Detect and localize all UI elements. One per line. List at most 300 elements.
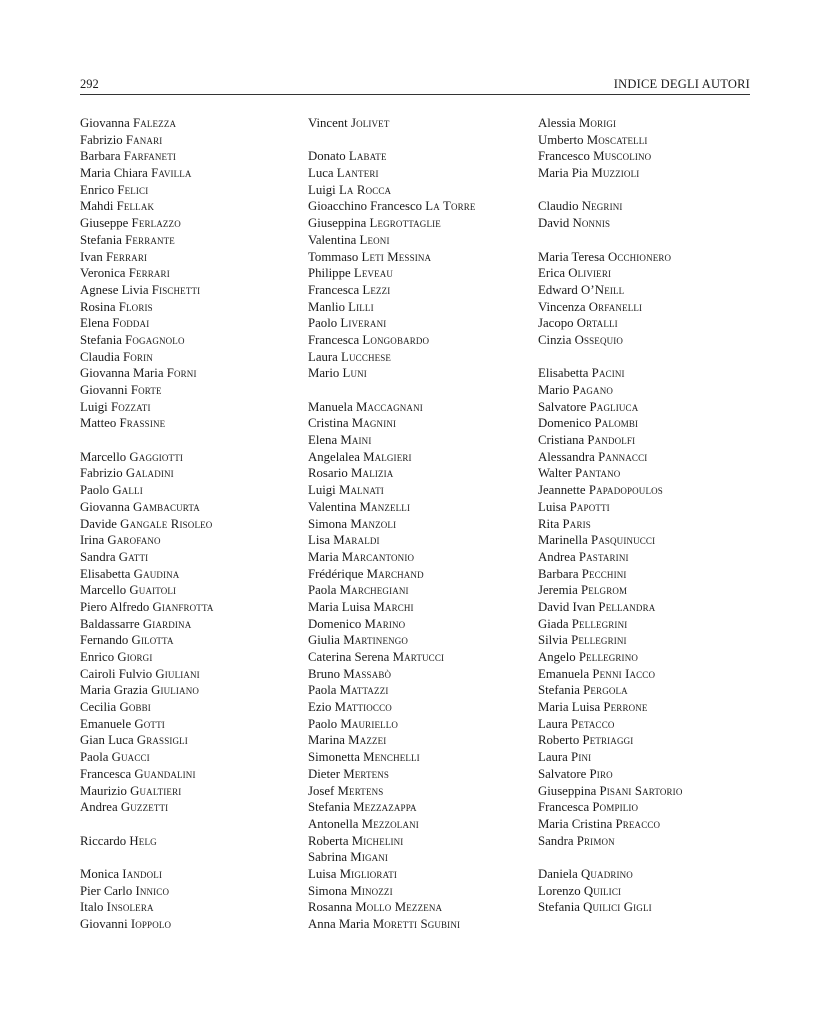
author-first-name: Marcello [80,583,127,598]
author-first-name: Gian Luca [80,733,134,748]
author-first-name: David [538,216,570,231]
author-entry [308,332,476,349]
author-surname: Garofano [107,533,161,548]
author-first-name: Sandra [538,833,574,848]
author-first-name: Francesca [308,282,360,297]
author-surname: Piro [589,766,613,781]
author-entry [80,399,214,416]
author-surname: Pagliuca [589,399,639,414]
page-number: 292 [80,77,99,91]
author-surname: Marino [364,616,406,631]
author-first-name: Rosanna [308,900,353,915]
author-surname: Foddai [112,316,150,331]
author-surname: Marcantonio [341,549,415,564]
author-first-name: Stefania [80,232,122,247]
author-first-name: Rosario [308,466,348,481]
author-surname: Papotti [569,499,610,514]
author-entry [538,582,682,599]
author-entry [308,299,476,316]
author-first-name: Laura [308,349,338,364]
author-surname: Ortalli [576,316,618,331]
author-surname: Favilla [151,166,192,181]
author-entry [538,132,682,149]
author-entry [308,198,476,215]
author-entry [80,783,214,800]
author-first-name: Maria Luisa [308,599,371,614]
author-first-name: Maria [308,549,339,564]
author-surname: Forin [123,349,153,364]
author-first-name: Giuseppina [538,783,597,798]
author-entry [308,566,476,583]
author-entry [308,532,476,549]
author-first-name: Daniela [538,866,578,881]
author-surname: Mezzazappa [353,800,417,815]
author-entry [308,148,476,165]
author-entry [308,232,476,249]
author-surname: Menchelli [363,750,420,765]
author-entry [308,616,476,633]
author-first-name: Claudio [538,199,579,214]
author-first-name: Angelalea [308,449,360,464]
author-entry [538,265,682,282]
author-entry [80,499,214,516]
author-first-name: Emanuela [538,666,590,681]
author-surname: Guandalini [134,766,196,781]
author-surname: Mertens [343,766,390,781]
author-surname: Martucci [392,650,445,664]
author-surname: Marchegiani [339,583,409,598]
author-entry [538,732,682,749]
author-first-name: Piero Alfredo [80,599,150,614]
author-first-name: Marcello [80,449,127,464]
author-entry [80,682,214,699]
author-first-name: Vincent [308,116,348,130]
author-surname: Michelini [351,833,404,848]
author-entry [80,732,214,749]
author-first-name: Lorenzo [538,883,581,898]
author-entry [80,649,214,666]
author-surname: Forni [166,366,197,381]
author-first-name: Manuela [308,399,353,414]
author-entry [538,899,682,916]
author-surname: Morigi [578,116,617,130]
author-entry [80,132,214,149]
author-first-name: Sandra [80,549,116,564]
author-entry [538,666,682,683]
author-surname: Maini [340,433,372,448]
author-entry [538,833,682,850]
author-first-name: Maria Grazia [80,683,148,698]
author-first-name: Giovanni [80,383,128,397]
author-first-name: Bruno [308,666,340,681]
author-entry [308,833,476,850]
author-entry [308,465,476,482]
author-entry [80,716,214,733]
author-first-name: Angelo [538,650,576,664]
author-entry [538,749,682,766]
author-entry [308,766,476,783]
author-surname: Mauriello [340,716,399,731]
author-surname: Fanari [125,132,163,147]
author-entry [80,349,214,366]
author-surname: La Torre [425,199,476,214]
author-entry [80,232,214,249]
author-entry [80,866,214,883]
author-surname: Gaggiotti [129,449,183,464]
author-first-name: Frédérique [308,566,364,581]
author-first-name: Gioacchino Francesco [308,199,423,214]
author-surname: Pelgrom [581,583,628,598]
author-surname: Fozzati [110,399,151,414]
author-surname: Galadini [125,466,174,481]
author-first-name: Francesca [80,766,132,781]
author-surname: Pagano [572,383,613,397]
author-entry [308,649,476,666]
author-entry [538,299,682,316]
author-surname: Malgieri [363,449,412,464]
author-first-name: Luigi [308,483,336,498]
author-surname: Quilici [583,883,622,898]
author-surname: O’Neill [581,282,625,297]
author-first-name: Fabrizio [80,132,123,147]
author-surname: Paris [562,516,591,531]
author-first-name: Elisabetta [80,566,131,581]
author-first-name: Irina [80,533,105,548]
author-first-name: Agnese Livia [80,282,149,297]
author-surname: Galli [112,483,143,498]
author-first-name: Jeremia [538,583,578,598]
author-entry [538,198,682,215]
author-first-name: Emanuele [80,716,132,731]
author-first-name: Caterina Serena [308,650,390,664]
author-entry [538,632,682,649]
author-surname: Guzzetti [120,800,169,815]
author-entry [80,833,214,850]
author-first-name: Alessandra [538,449,595,464]
author-entry [308,165,476,182]
author-entry [538,449,682,466]
author-first-name: Roberta [308,833,349,848]
author-surname: Gambacurta [132,499,200,514]
author-entry [80,566,214,583]
author-first-name: Erica [538,266,565,281]
author-first-name: Enrico [80,182,115,197]
author-entry [80,215,214,232]
author-entry [538,315,682,332]
author-entry [80,332,214,349]
author-surname: Pellegrini [571,633,627,648]
author-surname: Grassigli [136,733,188,748]
author-first-name: Stefania [80,332,122,347]
author-entry [80,883,214,900]
author-surname: Manzoli [350,516,397,531]
author-entry [308,899,476,916]
author-first-name: Francesco [538,149,590,164]
author-entry [538,783,682,800]
author-entry [538,365,682,382]
author-first-name: Matteo [80,416,117,431]
author-entry [538,649,682,666]
author-entry [308,349,476,366]
author-first-name: Stefania [538,900,580,915]
author-entry [80,115,214,132]
author-surname: Leoni [359,232,390,247]
author-surname: Innico [135,883,170,898]
author-first-name: Ezio [308,700,332,715]
author-surname: Guacci [111,750,150,765]
author-entry [80,482,214,499]
author-surname: Legrottaglie [369,216,441,231]
author-first-name: Marina [308,733,345,748]
author-entry [80,799,214,816]
author-first-name: Alessia [538,116,576,130]
author-first-name: Luisa [308,866,337,881]
author-surname: Pellegrini [571,616,628,631]
author-first-name: Cairoli Fulvio [80,666,153,681]
author-first-name: Umberto [538,132,584,147]
author-first-name: Antonella [308,816,359,831]
author-first-name: Sabrina [308,850,348,865]
author-surname: Marchand [366,566,424,581]
author-surname: Falezza [132,116,177,130]
author-entry [80,632,214,649]
author-surname: Giorgi [117,650,153,664]
author-first-name: Domenico [538,416,592,431]
author-entry [308,732,476,749]
author-entry [80,148,214,165]
author-surname: Pecchini [581,566,627,581]
author-surname: Mattiocco [334,700,392,715]
author-surname: Gaudina [133,566,180,581]
author-first-name: Elena [80,316,110,331]
author-surname: Gotti [134,716,165,731]
author-first-name: Mario [538,383,570,397]
author-entry [80,382,214,399]
author-entry [80,449,214,466]
author-entry [538,282,682,299]
author-first-name: Paola [308,683,337,698]
author-first-name: Barbara [538,566,579,581]
author-entry [538,148,682,165]
author-first-name: Tommaso [308,249,359,264]
author-entry [538,215,682,232]
author-entry [80,182,214,199]
author-first-name: Salvatore [538,399,587,414]
author-first-name: Luigi [80,399,108,414]
author-entry [538,165,682,182]
author-surname: Pompilio [592,800,639,815]
author-first-name: Luisa [538,499,567,514]
author-first-name: Giovanna [80,499,130,514]
author-first-name: Davide [80,516,117,531]
author-surname: Manzelli [359,499,411,514]
author-first-name: Luca [308,166,334,181]
author-surname: Gualtieri [130,783,182,798]
author-first-name: Elisabetta [538,366,589,381]
author-first-name: Maurizio [80,783,127,798]
author-entry [80,198,214,215]
author-surname: Leti Messina [361,249,432,264]
author-first-name: Giuseppe [80,216,129,231]
author-surname: Preacco [615,816,661,831]
author-entry [538,415,682,432]
author-first-name: Barbara [80,149,121,164]
author-surname: Gatti [118,549,149,564]
author-surname: Maccagnani [355,399,423,414]
author-surname: Occhionero [607,249,672,264]
author-entry [80,415,214,432]
author-first-name: Valentina [308,499,357,514]
author-entry [308,449,476,466]
author-surname: Malizia [351,466,394,481]
author-first-name: Andrea [80,800,118,815]
author-surname: Quadrino [581,866,633,881]
author-surname: Liverani [340,316,387,331]
author-entry [308,115,476,132]
author-surname: Forte [130,383,162,397]
author-surname: Felici [117,182,149,197]
author-surname: Muscolino [593,149,652,164]
author-surname: Migliorati [339,866,398,881]
author-surname: Luni [342,366,367,381]
author-entry [308,549,476,566]
author-first-name: Baldassarre [80,616,140,631]
author-first-name: Cristina [308,416,349,431]
author-surname: Nonnis [572,216,611,231]
author-entry [80,249,214,266]
author-entry [80,666,214,683]
author-first-name: Cristiana [538,433,585,448]
author-entry [538,465,682,482]
author-surname: Mazzei [348,733,387,748]
author-entry [308,182,476,199]
author-entry [538,399,682,416]
author-surname: Palombi [594,416,639,431]
author-surname: Pantano [575,466,621,481]
author-entry [80,465,214,482]
author-surname: Insolera [106,900,154,915]
author-surname: Magnini [351,416,397,431]
author-first-name: Stefania [308,800,350,815]
author-surname: Pellegrino [578,650,638,664]
author-surname: Pisani Sartorio [599,783,683,798]
author-first-name: Luigi [308,182,336,197]
author-entry [538,766,682,783]
author-first-name: Rita [538,516,560,531]
author-surname: Iandoli [122,866,163,881]
author-surname: Primon [576,833,615,848]
author-entry [538,883,682,900]
author-entry [538,716,682,733]
author-first-name: Maria Chiara [80,166,148,181]
author-surname: Petriaggi [582,733,634,748]
author-surname: Ferlazzo [131,216,181,231]
author-entry [80,916,214,933]
author-entry [308,666,476,683]
author-surname: Ioppolo [130,917,172,931]
author-first-name: Valentina [308,232,357,247]
author-entry [308,682,476,699]
author-surname: Penni Iacco [592,666,656,681]
author-first-name: Laura [538,750,568,765]
author-first-name: Josef [308,783,335,798]
author-first-name: Riccardo [80,833,127,848]
author-entry [308,799,476,816]
author-first-name: Giada [538,616,569,631]
author-surname: Mollo Mezzena [355,900,443,915]
author-entry [80,549,214,566]
author-entry [80,315,214,332]
author-entry [80,766,214,783]
author-first-name: Simona [308,883,348,898]
author-entry [538,616,682,633]
author-entry [308,866,476,883]
author-first-name: Anna Maria [308,917,370,931]
author-surname: Quilici Gigli [583,900,652,915]
author-first-name: Simona [308,516,348,531]
author-entry [308,482,476,499]
author-entry [308,399,476,416]
author-surname: Fellak [116,199,155,214]
author-surname: Longobardo [362,332,430,347]
running-title: INDICE DEGLI AUTORI [613,77,750,91]
author-column-3 [538,115,682,916]
author-surname: Pergola [583,683,628,698]
author-entry [80,749,214,766]
author-surname: Fogagnolo [125,332,185,347]
author-first-name: Enrico [80,650,115,664]
author-first-name: Silvia [538,633,568,648]
author-first-name: Monica [80,866,120,881]
author-first-name: Donato [308,149,346,164]
author-entry [308,849,476,866]
author-first-name: Cinzia [538,332,572,347]
author-surname: Massabò [343,666,392,681]
author-surname: Orfanelli [588,299,643,314]
author-first-name: Domenico [308,616,362,631]
author-surname: Mezzolani [361,816,419,831]
author-first-name: Vincenza [538,299,586,314]
author-surname: Negrini [581,199,623,214]
author-first-name: Veronica [80,266,126,281]
author-entry [308,883,476,900]
author-entry [538,799,682,816]
author-entry [308,499,476,516]
author-entry [80,699,214,716]
author-entry [308,215,476,232]
author-column-1 [80,115,214,933]
author-entry [308,282,476,299]
author-surname: Malnati [338,483,384,498]
author-surname: Helg [129,833,157,848]
author-surname: Papadopoulos [588,483,663,498]
author-surname: Lilli [348,299,374,314]
author-first-name: Claudia [80,349,120,364]
author-entry [538,332,682,349]
author-surname: Perrone [603,700,648,715]
author-entry [308,265,476,282]
author-first-name: Dieter [308,766,340,781]
author-column-2 [308,115,476,933]
author-entry [308,632,476,649]
author-surname: Ferrante [125,232,175,247]
author-first-name: Francesca [538,800,590,815]
author-entry [538,532,682,549]
author-first-name: Maria Cristina [538,816,613,831]
author-entry [308,432,476,449]
author-surname: Ossequio [574,332,624,347]
author-surname: Gangale Risoleo [120,516,213,531]
